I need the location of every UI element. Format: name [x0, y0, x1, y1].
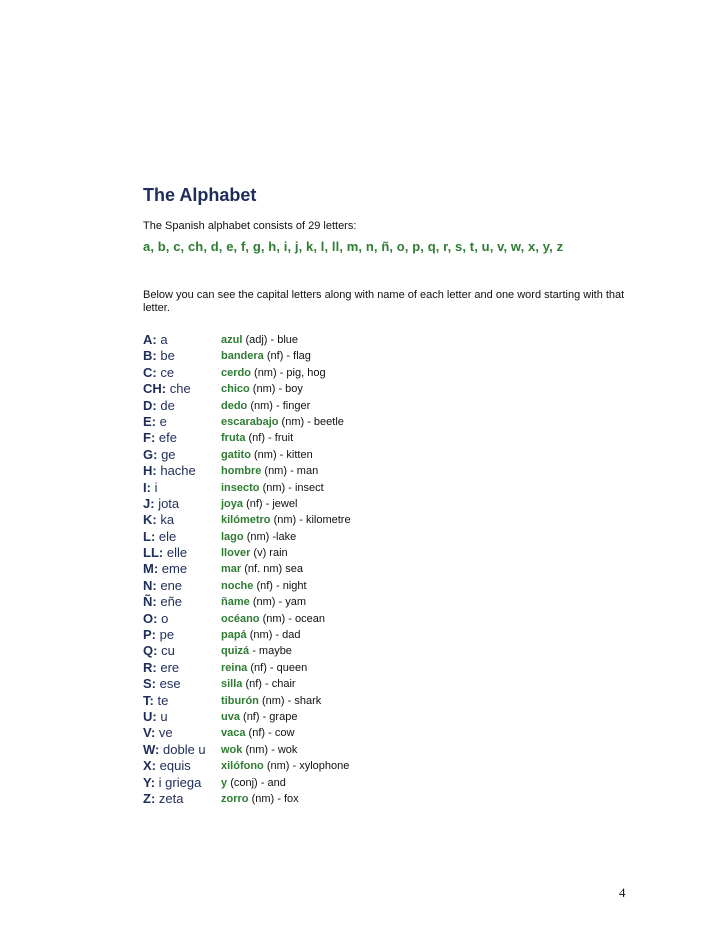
spanish-word: zorro	[221, 792, 249, 805]
spanish-word: bandera	[221, 350, 264, 363]
capital-letter: J:	[143, 495, 155, 511]
alphabet-row	[143, 660, 623, 676]
letter-name: ese	[159, 676, 181, 692]
letter-entry	[143, 578, 182, 593]
capital-letter: Y:	[143, 774, 156, 790]
example-word-entry	[221, 547, 288, 559]
example-word-entry	[221, 678, 296, 690]
letter-entry	[143, 430, 177, 445]
example-word-entry	[221, 777, 286, 789]
letter-entry	[143, 447, 176, 462]
capital-letter: P:	[143, 627, 156, 643]
letter-name: ge	[161, 446, 176, 462]
example-word-entry	[221, 350, 311, 362]
capital-letter: L:	[143, 528, 156, 544]
alphabet-row	[143, 529, 623, 545]
letter-entry	[143, 725, 173, 740]
example-word-entry	[221, 580, 307, 592]
capital-letter: B:	[143, 348, 157, 364]
letter-name: ere	[160, 659, 180, 675]
capital-letter: CH:	[143, 381, 167, 397]
spanish-word: xilófono	[221, 760, 264, 773]
example-word-entry	[221, 711, 297, 723]
word-definition: (nf) - flag	[266, 350, 311, 363]
alphabet-list	[143, 332, 623, 807]
letter-name: u	[160, 708, 168, 724]
example-word-entry	[221, 514, 351, 526]
letter-name: i griega	[158, 774, 202, 790]
spanish-word: quizá	[221, 645, 250, 658]
word-definition: (nm) - kilometre	[273, 514, 351, 527]
word-definition: (nm) - finger	[250, 399, 311, 412]
letter-name: zeta	[158, 790, 184, 806]
page-title: The Alphabet	[143, 185, 257, 205]
example-word-entry	[221, 645, 292, 657]
page-number: 4	[619, 885, 626, 900]
spanish-word: ñame	[221, 596, 250, 609]
letter-entry	[143, 348, 175, 363]
letter-entry	[143, 365, 174, 380]
alphabet-row	[143, 611, 623, 627]
word-definition: (nm) - wok	[245, 743, 298, 756]
example-word-entry	[221, 482, 324, 494]
capital-letter: R:	[143, 659, 157, 675]
letter-entry	[143, 791, 183, 806]
capital-letter: I:	[143, 479, 151, 495]
letter-entry	[143, 676, 181, 691]
example-word-entry	[221, 662, 307, 674]
example-word-entry	[221, 449, 313, 461]
word-definition: (adj) - blue	[245, 334, 299, 346]
alphabet-row	[143, 791, 623, 807]
capital-letter: D:	[143, 397, 157, 413]
example-word-entry	[221, 383, 303, 395]
word-definition: (nf. nm) sea	[244, 563, 303, 576]
description-text: Below you can see the capital letters along with name of each letter and one word starting with that letter.	[143, 289, 625, 314]
word-definition: (nm) - dad	[249, 629, 301, 642]
spanish-word: hombre	[221, 465, 262, 478]
letter-name: ene	[160, 577, 183, 593]
spanish-word: vaca	[221, 727, 246, 740]
example-word-entry	[221, 727, 294, 739]
letter-name: eme	[161, 561, 188, 577]
letter-entry	[143, 758, 191, 773]
capital-letter: M:	[143, 561, 159, 577]
capital-letter: A:	[143, 332, 157, 347]
alphabet-row	[143, 430, 623, 446]
alphabet-row	[143, 348, 623, 364]
letter-name: te	[157, 692, 169, 708]
alphabet-row	[143, 512, 623, 528]
alphabet-row	[143, 693, 623, 709]
letter-entry	[143, 529, 176, 544]
intro-text: The Spanish alphabet consists of 29 letters:	[143, 220, 357, 232]
spanish-word: mar	[221, 563, 242, 576]
capital-letter: W:	[143, 741, 160, 757]
alphabet-row	[143, 381, 623, 397]
letter-entry	[143, 545, 187, 560]
spanish-word: papá	[221, 629, 247, 642]
letter-name: efe	[158, 430, 177, 446]
alphabet-row	[143, 414, 623, 430]
alphabet-row	[143, 480, 623, 496]
word-definition: (nf) - fruit	[248, 432, 294, 445]
capital-letter: C:	[143, 364, 157, 380]
letter-name: a	[160, 332, 168, 347]
letter-name: de	[160, 397, 175, 413]
alphabet-row	[143, 332, 623, 348]
spanish-word: escarabajo	[221, 415, 279, 428]
spanish-word: llover	[221, 547, 251, 560]
capital-letter: LL:	[143, 545, 164, 561]
word-definition: - maybe	[252, 645, 292, 658]
letter-entry	[143, 693, 168, 708]
spanish-word: tiburón	[221, 694, 259, 707]
word-definition: (nm) - shark	[261, 694, 322, 707]
spanish-word: océano	[221, 612, 260, 625]
example-word-entry	[221, 793, 299, 805]
letter-entry	[143, 594, 182, 609]
capital-letter: F:	[143, 430, 156, 446]
letter-name: ka	[160, 512, 175, 528]
spanish-word: joya	[221, 497, 244, 510]
example-word-entry	[221, 629, 301, 641]
capital-letter: N:	[143, 577, 157, 593]
letter-entry	[143, 709, 168, 724]
word-definition: (nm) - boy	[252, 383, 303, 396]
alphabet-row	[143, 725, 623, 741]
example-word-entry	[221, 760, 349, 772]
letter-name: equis	[159, 758, 191, 774]
capital-letter: T:	[143, 692, 154, 708]
alphabet-row	[143, 676, 623, 692]
word-definition: (nm) - ocean	[262, 612, 325, 625]
spanish-word: azul	[221, 334, 243, 346]
word-definition: (nm) - xylophone	[266, 760, 350, 773]
letter-entry	[143, 627, 174, 642]
spanish-word: chico	[221, 383, 250, 396]
letter-entry	[143, 332, 168, 347]
letter-name: ele	[158, 528, 177, 544]
spanish-word: reina	[221, 661, 248, 674]
word-definition: (nf) - chair	[245, 678, 296, 691]
alphabet-row	[143, 447, 623, 463]
capital-letter: O:	[143, 610, 158, 626]
spanish-word: noche	[221, 579, 254, 592]
spanish-word: lago	[221, 530, 244, 543]
capital-letter: G:	[143, 446, 158, 462]
word-definition: (nf) - cow	[248, 727, 295, 740]
capital-letter: Ñ:	[143, 594, 157, 610]
alphabet-row	[143, 709, 623, 725]
example-word-entry	[221, 596, 306, 608]
letter-name: doble u	[163, 741, 206, 757]
spanish-word: dedo	[221, 399, 248, 412]
letter-name: be	[160, 348, 175, 364]
letters-list: a, b, c, ch, d, e, f, g, h, i, j, k, l, ll, m, n, ñ, o, p, q, r, s, t, u, v, w, x, y, z	[143, 239, 564, 254]
spanish-word: kilómetro	[221, 514, 271, 527]
letter-entry	[143, 398, 175, 413]
capital-letter: U:	[143, 708, 157, 724]
spanish-word: insecto	[221, 481, 260, 494]
letter-name: pe	[159, 627, 175, 643]
word-definition: (nm) - insect	[262, 481, 324, 494]
capital-letter: Z:	[143, 790, 156, 806]
alphabet-row	[143, 742, 623, 758]
word-definition: (nf) - queen	[250, 661, 308, 674]
letter-name: che	[169, 381, 191, 397]
example-word-entry	[221, 416, 344, 428]
capital-letter: K:	[143, 512, 157, 528]
alphabet-row	[143, 545, 623, 561]
example-word-entry	[221, 563, 303, 575]
capital-letter: Q:	[143, 643, 158, 659]
letter-entry	[143, 660, 179, 675]
alphabet-row	[143, 594, 623, 610]
example-word-entry	[221, 531, 296, 543]
word-definition: (nm) - man	[264, 465, 319, 478]
spanish-word: wok	[221, 743, 243, 756]
capital-letter: V:	[143, 725, 156, 741]
word-definition: (nm) - kitten	[254, 448, 313, 461]
spanish-word: silla	[221, 678, 243, 691]
example-word-entry	[221, 400, 310, 412]
word-definition: (nm) - fox	[251, 792, 299, 805]
letter-name: elle	[166, 545, 188, 561]
example-word-entry	[221, 613, 325, 625]
example-word-entry	[221, 334, 298, 346]
word-definition: (nf) - grape	[243, 710, 298, 723]
word-definition: (nf) - night	[256, 579, 307, 592]
alphabet-row	[143, 758, 623, 774]
spanish-word: gatito	[221, 448, 251, 461]
letter-entry	[143, 561, 187, 576]
alphabet-row	[143, 561, 623, 577]
capital-letter: X:	[143, 758, 156, 774]
letter-name: e	[159, 413, 167, 429]
alphabet-row	[143, 496, 623, 512]
example-word-entry	[221, 744, 297, 756]
alphabet-row	[143, 775, 623, 791]
letter-name: i	[154, 479, 158, 495]
alphabet-row	[143, 463, 623, 479]
example-word-entry	[221, 465, 318, 477]
spanish-word: uva	[221, 710, 240, 723]
example-word-entry	[221, 498, 297, 510]
capital-letter: S:	[143, 676, 156, 692]
letter-entry	[143, 775, 201, 790]
alphabet-row	[143, 643, 623, 659]
letter-name: ve	[158, 725, 173, 741]
alphabet-row	[143, 627, 623, 643]
letter-entry	[143, 643, 175, 658]
letter-name: eñe	[160, 594, 183, 610]
letter-entry	[143, 381, 191, 396]
letter-entry	[143, 414, 167, 429]
example-word-entry	[221, 367, 326, 379]
example-word-entry	[221, 432, 293, 444]
word-definition: (nm) - yam	[252, 596, 306, 609]
capital-letter: H:	[143, 463, 157, 479]
letter-entry	[143, 742, 206, 757]
word-definition: (nm) - pig, hog	[254, 366, 326, 379]
letter-name: hache	[160, 463, 196, 479]
letter-entry	[143, 512, 174, 527]
letter-entry	[143, 480, 157, 495]
spanish-word: cerdo	[221, 366, 251, 379]
alphabet-row	[143, 365, 623, 381]
alphabet-row	[143, 578, 623, 594]
letter-name: cu	[161, 643, 175, 659]
example-word-entry	[221, 695, 321, 707]
word-definition: (conj) - and	[230, 776, 286, 789]
letter-name: o	[161, 610, 169, 626]
word-definition: (v) rain	[253, 547, 288, 560]
letter-name: jota	[158, 495, 180, 511]
letter-entry	[143, 611, 168, 626]
word-definition: (nm) - beetle	[281, 415, 344, 428]
alphabet-row	[143, 398, 623, 414]
word-definition: (nm) -lake	[246, 530, 297, 543]
capital-letter: E:	[143, 413, 156, 429]
spanish-word: fruta	[221, 432, 246, 445]
letter-name: ce	[160, 364, 175, 380]
spanish-word: y	[221, 776, 228, 789]
word-definition: (nf) - jewel	[246, 497, 298, 510]
letter-entry	[143, 496, 179, 511]
letter-entry	[143, 463, 196, 478]
